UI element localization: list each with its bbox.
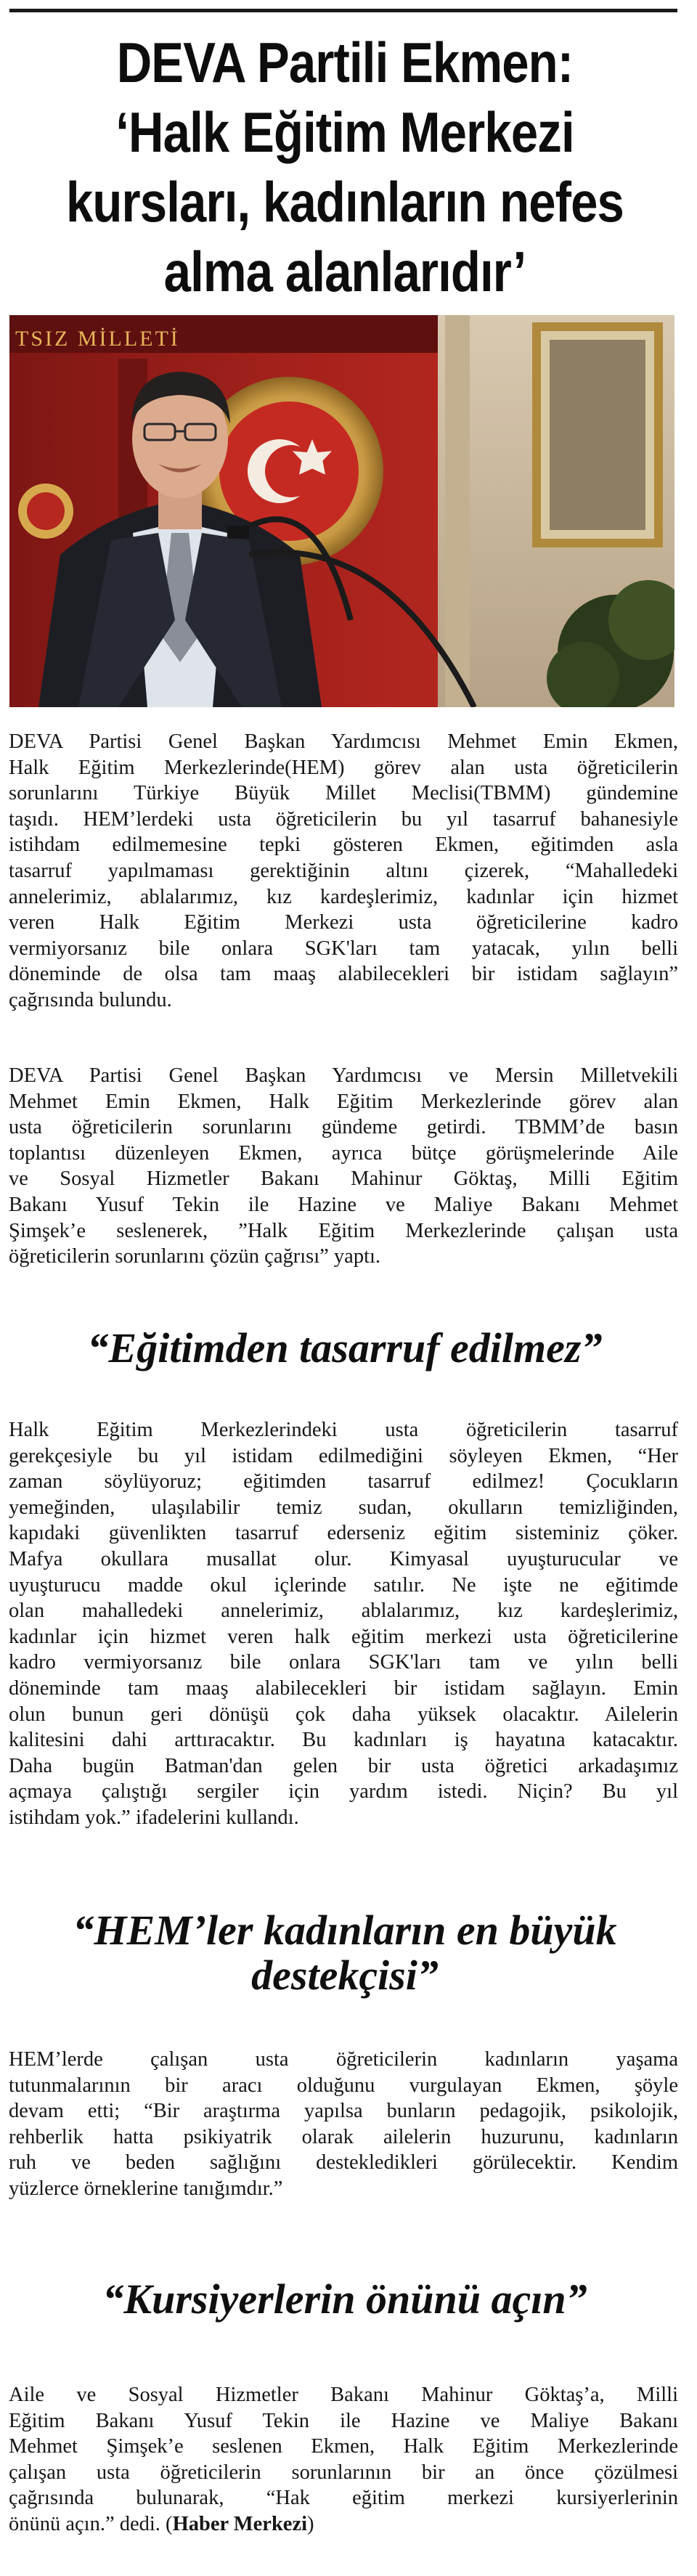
top-rule xyxy=(9,9,677,12)
text-line: istihdam edilmemesine tepki gösteren Ekmen, eğitimden asla xyxy=(9,833,678,857)
text-line: istihdam yok.” ifadelerini kullandı. xyxy=(9,1806,299,1829)
text-line: annelerimiz, ablalarımız, kız kardeşlerimiz, kadınlar için hizmet xyxy=(9,885,678,908)
text-line: sorunlarını Türkiye Büyük Millet Meclisi(TBMM) gündemine xyxy=(9,782,678,805)
text-line: açmaya çalıştığı sergiler için yardım istedi. Niçin? Bu yıl xyxy=(9,1780,678,1803)
text-line: Aile ve Sosyal Hizmetler Bakanı Mahinur Göktaş’a, Milli xyxy=(9,2384,678,2406)
subheading-line: “HEM’ler kadınların en büyük xyxy=(73,1907,617,1954)
news-credit: Haber Merkezi xyxy=(172,2512,308,2535)
text-line: yemeğinden, ulaşılabilir temiz sudan, okulların temizliğinden, xyxy=(9,1496,678,1519)
text-line: Mafya okullara musallat olur. Kimyasal uyuşturucular ve xyxy=(9,1547,678,1570)
text-line: öğreticilerin sorunlarını çözün çağrısı” yaptı. xyxy=(9,1245,381,1268)
text-line: kapıdaki güvenlikten tasarruf ederseniz eğitim sisteminiz çöker. xyxy=(9,1522,678,1545)
backdrop-lettering: TSIZ MİLLETİ xyxy=(15,327,180,351)
text-line: usta öğreticilerin sorunlarını gündeme getirdi. TBMM’de basın xyxy=(9,1116,678,1139)
text-line: çalışan usta öğreticilerin sorunlarının bir an önce çözülmesi xyxy=(9,2461,678,2484)
headline xyxy=(54,28,635,306)
article-photo xyxy=(9,315,674,707)
subheading-line: “Eğitimden tasarruf edilmez” xyxy=(87,1324,603,1371)
text-line: Daha bugün Batman'dan gelen bir usta öğretici arkadaşımız xyxy=(9,1754,678,1777)
section2-paragraph xyxy=(9,2047,678,2202)
text-line: kadro vermiyorsanız bile onlara SGK'ları tam ve yılın belli xyxy=(9,1651,678,1674)
text-line: olun bunun geri dönüşü çok daha yüksek olacaktır. Ailelerin xyxy=(9,1703,678,1726)
text-line: Eğitim Bakanı Yusuf Tekin ile Hazine ve Maliye Bakanı xyxy=(9,2409,678,2432)
text-line: toplantısı düzenleyen Ekmen, ayrıca bütçe görüşmelerinde Aile xyxy=(9,1141,678,1165)
text-line: vermiyorsanız bile onlara SGK'ları tam yatacak, yılın belli xyxy=(9,937,678,960)
headline-line: kursları, kadınların nefes xyxy=(65,170,624,234)
text-line: çağrısında bulunarak, “Hak eğitim merkezi kursiyerlerinin xyxy=(9,2487,678,2510)
closing-paren: ) xyxy=(307,2512,314,2535)
closing-line xyxy=(9,2511,678,2538)
subheading-trainees xyxy=(7,2277,682,2322)
text-line: Halk Eğitim Merkezlerinde(HEM) görev alan usta öğreticilerin xyxy=(9,756,678,779)
speaker-at-podium-photo xyxy=(9,315,674,707)
headline-line: ‘Halk Eğitim Merkezi xyxy=(115,100,574,164)
text-line: Şimşek’e seslenerek, ”Halk Eğitim Merkezlerinde çalışan usta xyxy=(9,1219,678,1242)
text-line: HEM’lerde çalışan usta öğreticilerin kadınların yaşama xyxy=(9,2048,678,2071)
subheading-education xyxy=(7,1326,682,1371)
text-line: devam etti; “Bir araştırma yapılsa bunların pedagojik, psikolojik, xyxy=(9,2100,678,2123)
subheading-line: destekçisi” xyxy=(251,1952,439,1999)
closing-text: önünü açın.” dedi. ( xyxy=(9,2512,173,2535)
text-line: ruh ve beden sağlığını destekledikleri görülecektir. Kendim xyxy=(9,2151,678,2174)
text-line: Mehmet Şimşek’e seslenen Ekmen, Halk Eğitim Merkezlerinde xyxy=(9,2435,678,2458)
text-line: döneminde tam maaş alabilecekleri bir istidam sağlayın. Emin xyxy=(9,1676,678,1700)
text-line: tasarruf yapılmaması gerektiğinin altını çizerek, “Mahalledeki xyxy=(9,859,678,882)
section1-paragraph xyxy=(9,1417,678,1831)
subheading-hem-support xyxy=(7,1908,682,1998)
text-line: uyuşturucu madde okul içlerinde satılır. Ne işte ne eğitimde xyxy=(9,1573,678,1597)
text-line: DEVA Partisi Genel Başkan Yardımcısı ve Mersin Milletvekili xyxy=(9,1064,678,1087)
text-line: gerekçesiyle bu yıl istidam edilmediğini söyleyen Ekmen, “Her xyxy=(9,1444,678,1467)
headline-line: alma alanlarıdır’ xyxy=(163,240,526,303)
section3-paragraph xyxy=(9,2382,678,2538)
text-line: ve Sosyal Hizmetler Bakanı Mahinur Göktaş, Milli Eğitim xyxy=(9,1167,678,1191)
intro-paragraph xyxy=(9,729,678,1014)
text-line: Mehmet Emin Ekmen, Halk Eğitim Merkezlerinde görev alan xyxy=(9,1090,678,1113)
text-line: rehberlik hatta psikiyatrik olarak ailelerin huzurunu, kadınların xyxy=(9,2125,678,2148)
headline-line: DEVA Partili Ekmen: xyxy=(116,30,574,94)
text-line: kalitesini dahi arttıracaktır. Bu kadınları iş hayatına katacaktır. xyxy=(9,1729,678,1752)
text-line: yüzlerce örneklerine tanığımdır.” xyxy=(9,2177,283,2200)
text-line: DEVA Partisi Genel Başkan Yardımcısı Mehmet Emin Ekmen, xyxy=(9,730,678,753)
text-line: Halk Eğitim Merkezlerindeki usta öğreticilerin tasarruf xyxy=(9,1419,678,1441)
text-line: veren Halk Eğitim Merkezi usta öğreticilerine kadro xyxy=(9,911,678,934)
text-line: kadınlar için hizmet veren halk eğitim merkezi usta öğreticilerine xyxy=(9,1625,678,1648)
text-line: olan mahalledeki annelerimiz, ablalarımız, kız kardeşlerimiz, xyxy=(9,1599,678,1623)
text-line: tutunmalarının bir aracı olduğunu vurgulayan Ekmen, şöyle xyxy=(9,2074,678,2097)
second-paragraph xyxy=(9,1063,678,1270)
text-line: Bakanı Yusuf Tekin ile Hazine ve Maliye Bakanı Mehmet xyxy=(9,1193,678,1216)
text-line: taşıdı. HEM’lerdeki usta öğreticilerin bu yıl tasarruf bahanesiyle xyxy=(9,807,678,831)
text-line: döneminde de olsa tam maaş alabilecekleri bir istidam sağlayın” xyxy=(9,963,678,986)
text-line: zaman söylüyoruz; eğitimden tasarruf edilmez! Çocukların xyxy=(9,1470,678,1493)
subheading-line: “Kursiyerlerin önünü açın” xyxy=(102,2275,587,2323)
text-line: çağrısında bulundu. xyxy=(9,988,172,1011)
